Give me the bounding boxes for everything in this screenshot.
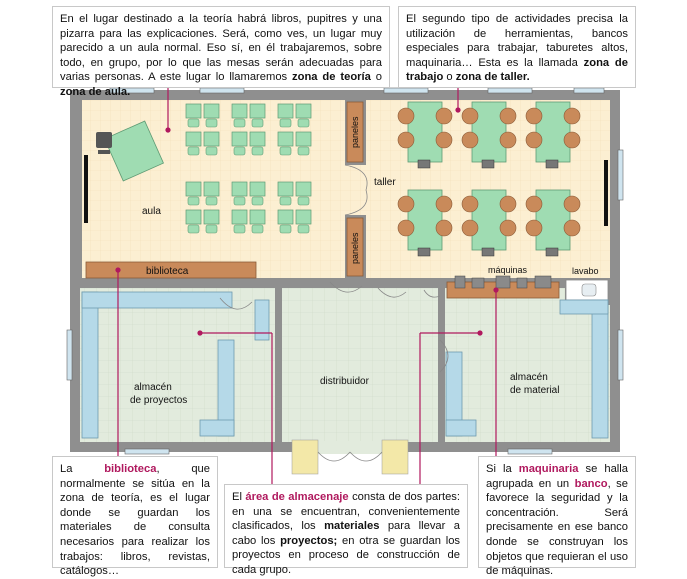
student-chair	[234, 197, 245, 205]
stool	[436, 220, 452, 236]
label-biblioteca: biblioteca	[146, 266, 189, 277]
label-almacen-proyectos-1: almacén	[134, 382, 172, 393]
student-desk	[232, 132, 247, 146]
student-desk	[296, 104, 311, 118]
vise	[482, 248, 494, 256]
student-chair	[188, 197, 199, 205]
student-desk	[278, 210, 293, 224]
workbench	[472, 102, 506, 162]
callout-zona-teoria: En el lugar destinado a la teoría habrá libros, pupitres y una pizarra para las explicaciones. Será, como ves, un lugar muy parecido a un aula normal. Eso sí, en él trabajaremos, sobre todo, en grupo, por lo que las mesas serán adecuadas para varias personas. A este lugar lo llamaremos zona de teoría o zona de aula.	[52, 6, 390, 88]
student-desk	[250, 182, 265, 196]
student-chair	[206, 147, 217, 155]
student-chair	[298, 225, 309, 233]
label-maquinas: máquinas	[488, 265, 528, 275]
student-chair	[298, 147, 309, 155]
stool	[462, 220, 478, 236]
student-chair	[252, 197, 263, 205]
stool	[462, 196, 478, 212]
student-desk	[186, 104, 201, 118]
student-desk	[296, 132, 311, 146]
student-chair	[252, 147, 263, 155]
stool	[398, 220, 414, 236]
student-desk	[232, 104, 247, 118]
student-desk	[250, 210, 265, 224]
student-chair	[280, 197, 291, 205]
student-desk	[296, 210, 311, 224]
callout-almacenaje: El área de almacenaje consta de dos partes: en una se encuentran, convenientemente clasificados, los materiales para llevar a cabo los proyectos; en otra se guardan los proyectos en proceso de construcción de cada grupo.	[224, 484, 468, 568]
student-chair	[280, 119, 291, 127]
student-chair	[280, 147, 291, 155]
stool	[436, 108, 452, 124]
entrance-right-panel	[382, 440, 408, 474]
student-chair	[188, 225, 199, 233]
student-desk	[186, 182, 201, 196]
blackboard-aula	[84, 155, 88, 223]
callout-zona-taller: El segundo tipo de actividades precisa la utilización de herramientas, bancos especiales para trabajar, taburetes altos, maquinaria… Esta es la llamada zona de trabajo o zona de taller.	[398, 6, 636, 88]
label-almacen-material-1: almacén	[510, 372, 548, 383]
stool	[398, 132, 414, 148]
stool	[564, 132, 580, 148]
student-chair	[280, 225, 291, 233]
stool	[462, 108, 478, 124]
student-chair	[188, 119, 199, 127]
stool	[436, 196, 452, 212]
blackboard-taller	[604, 160, 608, 226]
vise	[418, 160, 430, 168]
workbench	[408, 102, 442, 162]
student-chair	[298, 119, 309, 127]
stool	[500, 132, 516, 148]
student-chair	[252, 119, 263, 127]
student-desk	[204, 182, 219, 196]
label-paneles-top: paneles	[350, 116, 360, 148]
distribuidor-room	[282, 288, 438, 442]
vise	[482, 160, 494, 168]
stool	[398, 108, 414, 124]
stool	[526, 196, 542, 212]
student-chair	[234, 147, 245, 155]
student-desk	[250, 104, 265, 118]
workbench	[408, 190, 442, 250]
student-desk	[232, 210, 247, 224]
callout-maquinaria: Si la maquinaria se halla agrupada en un banco, se favorece la seguridad y la concentración. Será precisamente en ese banco donde se construyan los objetos que requieran el uso de máquinas.	[478, 456, 636, 568]
vise	[418, 248, 430, 256]
student-chair	[298, 197, 309, 205]
stool	[564, 220, 580, 236]
stool	[462, 132, 478, 148]
entrance-left-panel	[292, 440, 318, 474]
vise	[546, 248, 558, 256]
workbench	[472, 190, 506, 250]
workbench	[536, 102, 570, 162]
student-desk	[278, 182, 293, 196]
label-lavabo: lavabo	[572, 266, 599, 276]
stool	[398, 196, 414, 212]
stool	[500, 196, 516, 212]
stool	[526, 108, 542, 124]
student-chair	[234, 225, 245, 233]
student-desk	[278, 132, 293, 146]
student-chair	[234, 119, 245, 127]
student-desk	[204, 210, 219, 224]
student-desk	[186, 132, 201, 146]
stool	[500, 108, 516, 124]
callout-biblioteca: La biblioteca, que normalmente se sitúa en la zona de teoría, es el lugar donde se guardan los materiales de consulta necesarios para realizar los trabajos: libros, revistas, catálogos…	[52, 456, 218, 568]
label-taller: taller	[374, 177, 396, 188]
student-desk	[186, 210, 201, 224]
student-chair	[188, 147, 199, 155]
student-desk	[232, 182, 247, 196]
label-distribuidor: distribuidor	[320, 376, 369, 387]
student-desk	[204, 104, 219, 118]
vise	[546, 160, 558, 168]
student-desk	[278, 104, 293, 118]
label-aula: aula	[142, 206, 161, 217]
stool	[526, 220, 542, 236]
label-almacen-proyectos-2: de proyectos	[130, 395, 188, 406]
almacen-proyectos-room	[80, 288, 275, 442]
student-chair	[206, 119, 217, 127]
student-chair	[252, 225, 263, 233]
workbench	[536, 190, 570, 250]
student-desk	[296, 182, 311, 196]
stool	[436, 132, 452, 148]
stool	[564, 108, 580, 124]
stool	[526, 132, 542, 148]
label-paneles-bottom: paneles	[350, 232, 360, 264]
label-almacen-material-2: de material	[510, 385, 560, 396]
stool	[564, 196, 580, 212]
student-chair	[206, 197, 217, 205]
student-desk	[204, 132, 219, 146]
student-desk	[250, 132, 265, 146]
stool	[500, 220, 516, 236]
student-chair	[206, 225, 217, 233]
